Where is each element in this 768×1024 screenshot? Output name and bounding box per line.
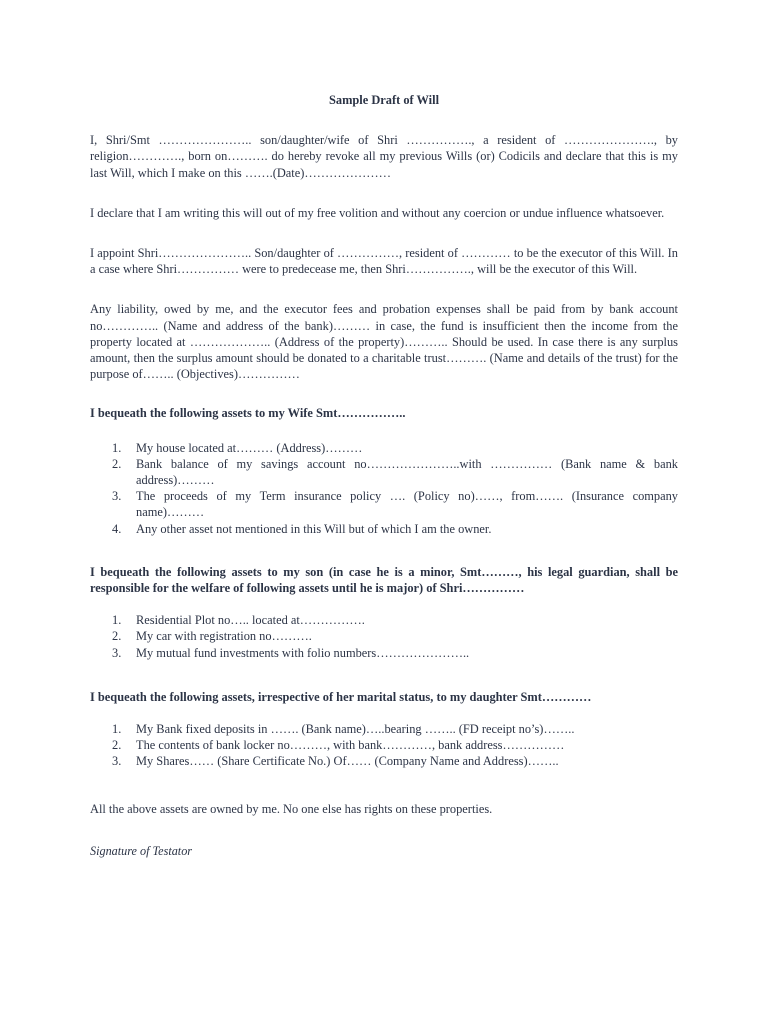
son-assets-list <box>90 612 678 661</box>
list-item-text: My mutual fund investments with folio numbers………………….. <box>136 645 470 660</box>
list-number: 3. <box>112 645 122 660</box>
list-item <box>90 612 678 628</box>
document-page <box>90 92 678 859</box>
list-item-text: My car with registration no………. <box>136 629 312 644</box>
list-item <box>90 628 678 644</box>
list-item-text: My Bank fixed deposits in ……. (Bank name)…..bearing …….. (FD receipt no’s)…….. <box>136 722 575 737</box>
list-number: 2. <box>112 738 122 753</box>
declaration-paragraph: I, Shri/Smt ………………….. son/daughter/wife of Shri ……………., a resident of …………………., by religion…………., born on………. do hereby revoke all my previous Wills (or) Codicils and declare that this is my last Will, which I make on this …….(Date)………………… <box>90 133 678 180</box>
list-number: 3. <box>112 754 122 769</box>
wife-assets-list <box>90 440 678 537</box>
list-item <box>90 456 678 488</box>
list-item-text: My house located at……… (Address)……… <box>136 440 363 455</box>
daughter-assets-list <box>90 721 678 770</box>
list-item <box>90 521 678 537</box>
list-item-text: Bank balance of my savings account no…………………..with …………… (Bank name & bank address)……… <box>136 456 678 488</box>
list-item <box>90 721 678 737</box>
list-item-text: Residential Plot no….. located at……………. <box>136 613 365 628</box>
list-number: 3. <box>112 489 122 504</box>
list-item-text: The contents of bank locker no………, with bank…………, bank address…………… <box>136 738 565 753</box>
liability-paragraph: Any liability, owed by me, and the executor fees and probation expenses shall be paid from by bank account no………….. (Name and address of the bank)……… in case, the fund is insufficient then the income from the property located at ……………….. (Address of the property)……….. Should be used. In case there is any surplus amount, then the surplus amount should be donated to a charitable trust………. (Name and details of the trust) for the purpose of…….. (Objectives)…………… <box>90 302 678 382</box>
list-item-text: Any other asset not mentioned in this Will but of which I am the owner. <box>136 521 492 536</box>
list-item <box>90 488 678 520</box>
list-item <box>90 753 678 769</box>
document-title: Sample Draft of Will <box>328 93 440 107</box>
list-number: 1. <box>112 613 122 628</box>
list-number: 2. <box>112 629 122 644</box>
list-number: 1. <box>112 440 122 455</box>
ownership-statement: All the above assets are owned by me. No one else has rights on these properties. <box>90 801 493 816</box>
list-item-text: My Shares…… (Share Certificate No.) Of…… (Company Name and Address)…….. <box>136 754 559 769</box>
list-number: 1. <box>112 722 122 737</box>
list-item-text: The proceeds of my Term insurance policy …. (Policy no)……, from……. (Insurance company name)……… <box>136 489 678 520</box>
daughter-bequest-heading: I bequeath the following assets, irrespective of her marital status, to my daughter Smt………… <box>90 689 592 704</box>
executor-paragraph: I appoint Shri………………….. Son/daughter of ……………, resident of ………… to be the executor of this Will. In a case where Shri…………… were to predecease me, then Shri……………., will be the executor of this Will. <box>90 246 678 277</box>
list-number: 4. <box>112 521 122 536</box>
son-bequest-heading: I bequeath the following assets to my son (in case he is a minor, Smt………, his legal guardian, shall be responsible for the welfare of following assets until he is major) of Shri…………… <box>90 564 678 596</box>
list-number: 2. <box>112 456 122 471</box>
list-item <box>90 440 678 456</box>
free-volition-paragraph: I declare that I am writing this will out of my free volition and without any coercion or undue influence whatsoever. <box>90 205 665 220</box>
list-item <box>90 645 678 661</box>
list-item <box>90 737 678 753</box>
wife-bequest-heading: I bequeath the following assets to my Wife Smt…………….. <box>90 406 406 421</box>
signature-label: Signature of Testator <box>90 843 193 858</box>
